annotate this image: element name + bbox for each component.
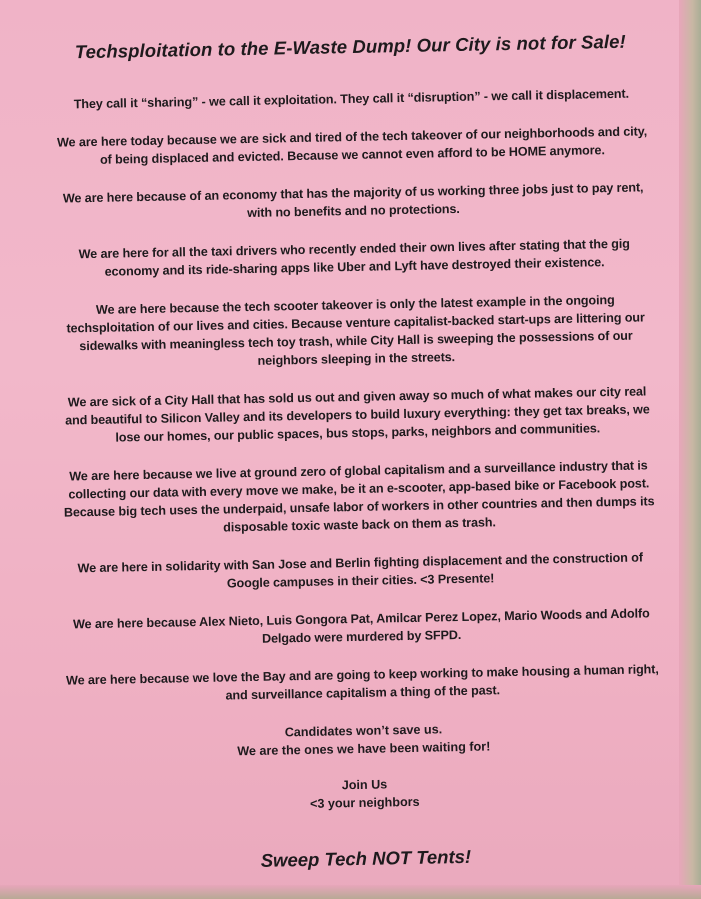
text-line: We are here because we love the Bay and are going to keep working to make housing a human right, (65, 662, 659, 688)
text-line: Delgado were murdered by SFPD. (261, 627, 462, 646)
text-line: We are sick of a City Hall that has sold us out and given away so much of what makes our city real (67, 384, 647, 410)
flyer-slogan: Sweep Tech NOT Tents! (260, 845, 472, 871)
text-line: collecting our data with every move we make, be it an e-scooter, app-based bike or Facebook post. (68, 476, 650, 502)
text-line: and surveillance capitalism a thing of the past. (225, 683, 501, 703)
text-line: of being displaced and evicted. Because we cannot even afford to be HOME anymore. (99, 143, 605, 167)
text-line: Because big tech uses the underpaid, unsafe labor of workers in other countries and then dumps its (63, 494, 655, 520)
text-line: We are here because of an economy that has the majority of us working three jobs just to pay rent, (62, 180, 644, 206)
text-line: lose our homes, our public spaces, bus stops, parks, neighbors and communities. (115, 421, 601, 445)
text-line: We are here because the tech scooter takeover is only the latest example in the ongoing (95, 292, 615, 317)
text-line: Candidates won’t save us. (284, 722, 443, 740)
flyer-content (30, 24, 686, 876)
text-line: with no benefits and no protections. (247, 201, 460, 221)
paragraph-8 (40, 548, 681, 596)
text-line: They call it “sharing” - we call it exploitation. They call it “disruption” - we call it displacement. (73, 86, 630, 112)
closing-statement (43, 716, 684, 764)
text-line: sidewalks with meaningless tech toy trash, while City Hall is sweeping the possessions of our (79, 328, 633, 354)
text-line: economy and its ride-sharing apps like Uber and Lyft have destroyed their existence. (104, 255, 605, 279)
paragraph-7 (38, 456, 679, 540)
paragraph-2 (32, 122, 673, 170)
text-line: We are the ones we have been waiting for! (237, 739, 491, 759)
text-line: Join Us (341, 777, 388, 793)
paragraph-10 (42, 660, 683, 708)
paragraph-1 (31, 84, 671, 114)
text-line: and beautiful to Silicon Valley and its developers to build luxury everything: they get tax breaks, we (64, 402, 650, 428)
flyer-title: Techsploitation to the E-Waste Dump! Our City is not for Sale! (74, 30, 626, 63)
text-line: We are here because Alex Nieto, Luis Gongora Pat, Amilcar Perez Lopez, Mario Woods and Adolfo (72, 606, 650, 632)
paragraph-4 (34, 234, 675, 282)
text-line: techsploitation of our lives and cities. Because venture capitalist-backed start-ups are littering our (66, 310, 645, 336)
table-edge-bottom (0, 885, 701, 899)
text-line: We are here today because we are sick and tired of the tech takeover of our neighborhoods and city, (56, 124, 648, 150)
text-line: neighbors sleeping in the streets. (257, 350, 456, 368)
text-line: We are here because we live at ground zero of global capitalism and a surveillance industry that is (69, 458, 648, 484)
text-line: We are here in solidarity with San Jose and Berlin fighting displacement and the construction of (77, 550, 644, 576)
text-line: We are here for all the taxi drivers who recently ended their own lives after stating that the gig (78, 236, 630, 262)
text-line: Google campuses in their cities. <3 Presente! (226, 571, 495, 591)
paragraph-6 (37, 382, 678, 448)
signoff (44, 770, 685, 818)
text-line: <3 your neighbors (309, 794, 420, 811)
paragraph-5 (35, 290, 676, 374)
paragraph-3 (33, 178, 674, 226)
text-line: disposable toxic waste back on them as trash. (223, 515, 496, 535)
paragraph-9 (41, 604, 682, 652)
